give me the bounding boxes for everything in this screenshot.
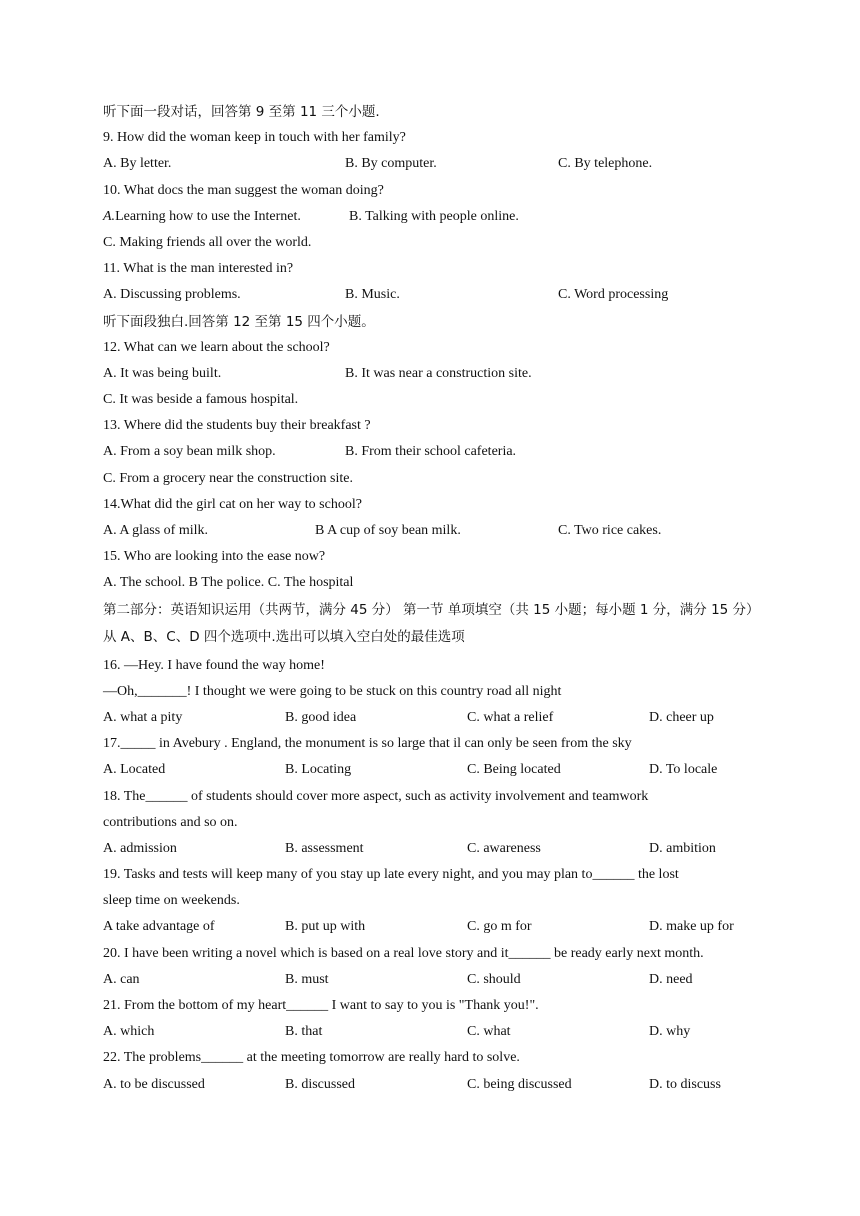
option-c: C. what (467, 1024, 511, 1040)
option-d: D. need (649, 971, 693, 987)
question-11-stem: 11. What is the man interested in? (103, 261, 294, 277)
part-2-instructions: 第二部分：英语知识运用（共两节，满分 45 分） 第一节 单项填空（共 15 小题；每小题 1 分，满分 15 分） 从 A、B、C、D 四个选项中.选出可以填入空白处的最佳选项 (103, 601, 760, 646)
option-b: B. put up with (285, 919, 366, 935)
section-heading: 听下面段独白.回答第 12 至第 15 四个小题。 (103, 313, 375, 330)
option-a: A. admission (103, 840, 177, 856)
option-a: A. what a pity (103, 709, 183, 725)
question-18-options (103, 836, 773, 862)
option-a: A. A glass of milk. (103, 523, 209, 538)
question-16-options (103, 705, 773, 731)
question-18-stem: 18. The______ of students should cover more aspect, such as activity involvement and teamwork (103, 788, 649, 804)
option-a-letter: A. (103, 208, 116, 224)
option-c: C. go m for (467, 919, 532, 935)
option-a (103, 204, 349, 230)
option-b: B. assessment (285, 840, 364, 856)
question-17-options (103, 757, 773, 783)
question-12-stem: 12. What can we learn about the school? (103, 339, 330, 355)
option-b: B. It was near a construction site. (345, 365, 532, 381)
section-heading: 听下面一段对话，回答第 9 至第 11 三个小题. (103, 104, 380, 120)
option-c: C. what a relief (467, 709, 554, 725)
option-d: D. To locale (649, 762, 718, 778)
option-b: B. that (285, 1024, 323, 1040)
option-b: B. Talking with people online. (349, 208, 519, 224)
option-d: D. to discuss (649, 1076, 721, 1092)
option-b: B. must (285, 971, 329, 987)
option-a: A. to be discussed (103, 1076, 205, 1092)
question-17-stem: 17._____ in Avebury . England, the monument is so large that il can only be seen from the sky (103, 736, 632, 752)
question-21-stem: 21. From the bottom of my heart______ I want to say to you is "Thank you!". (103, 998, 539, 1013)
option-d: D. make up for (649, 919, 734, 935)
question-13-options (103, 439, 773, 465)
option-b: B. From their school cafeteria. (345, 444, 517, 460)
option-a: A. By letter. (103, 156, 172, 172)
question-12-options (103, 361, 773, 387)
option-c: C. By telephone. (558, 156, 653, 172)
option-b: B. Locating (285, 762, 352, 778)
question-9-stem: 9. How did the woman keep in touch with her family? (103, 130, 406, 146)
question-19-stem-continued: sleep time on weekends. (103, 893, 240, 909)
question-15-stem: 15. Who are looking into the ease now? (103, 549, 326, 565)
option-a: A take advantage of (103, 919, 215, 935)
option-c: C. awareness (467, 840, 541, 856)
option-a-text: Learning how to use the Internet. (115, 208, 301, 224)
question-22-stem: 22. The problems______ at the meeting tomorrow are really hard to solve. (103, 1050, 520, 1066)
question-20-options (103, 967, 773, 993)
option-b: B A cup of soy bean milk. (315, 523, 461, 538)
option-a: A. Located (103, 762, 166, 778)
option-c: C. Two rice cakes. (558, 523, 662, 538)
option-d: D. cheer up (649, 709, 714, 725)
option-a: A. can (103, 971, 140, 987)
question-18-stem-continued: contributions and so on. (103, 814, 238, 830)
question-14-stem: 14.What did the girl cat on her way to school? (103, 496, 362, 512)
question-15-options: A. The school. B The police. C. The hospital (103, 575, 354, 591)
question-14-options (103, 518, 773, 544)
option-a: A. It was being built. (103, 365, 222, 381)
question-19-options (103, 914, 773, 940)
question-13-stem: 13. Where did the students buy their breakfast ? (103, 418, 371, 434)
question-21-options (103, 1019, 773, 1045)
option-c: C. Being located (467, 762, 561, 778)
option-c: C. being discussed (467, 1076, 572, 1092)
option-b: B. good idea (285, 709, 357, 725)
question-19-stem: 19. Tasks and tests will keep many of you stay up late every night, and you may plan to______ the lost (103, 867, 679, 883)
question-10-options (103, 204, 773, 230)
option-c: C. should (467, 971, 521, 987)
question-16-stem-continued: —Oh,_______! I thought we were going to be stuck on this country road all night (103, 683, 562, 699)
option-c: C. Making friends all over the world. (103, 234, 312, 250)
option-c: C. From a grocery near the construction site. (103, 470, 353, 486)
option-d: D. ambition (649, 840, 716, 856)
option-a: A. which (103, 1024, 155, 1040)
option-b: B. By computer. (345, 156, 437, 172)
question-10-stem: 10. What docs the man suggest the woman doing? (103, 182, 384, 198)
question-16-stem: 16. —Hey. I have found the way home! (103, 657, 325, 673)
question-9-options (103, 151, 773, 177)
option-a: A. From a soy bean milk shop. (103, 444, 276, 460)
question-20-stem: 20. I have been writing a novel which is based on a real love story and it______ be ready early next month. (103, 945, 704, 961)
question-22-options (103, 1072, 773, 1098)
option-b: B. Music. (345, 287, 400, 303)
option-a: A. Discussing problems. (103, 287, 241, 303)
exam-page (103, 99, 773, 1098)
question-11-options (103, 282, 773, 308)
option-b: B. discussed (285, 1076, 355, 1092)
option-c: C. It was beside a famous hospital. (103, 392, 299, 408)
option-c: C. Word processing (558, 287, 669, 303)
option-d: D. why (649, 1024, 691, 1040)
